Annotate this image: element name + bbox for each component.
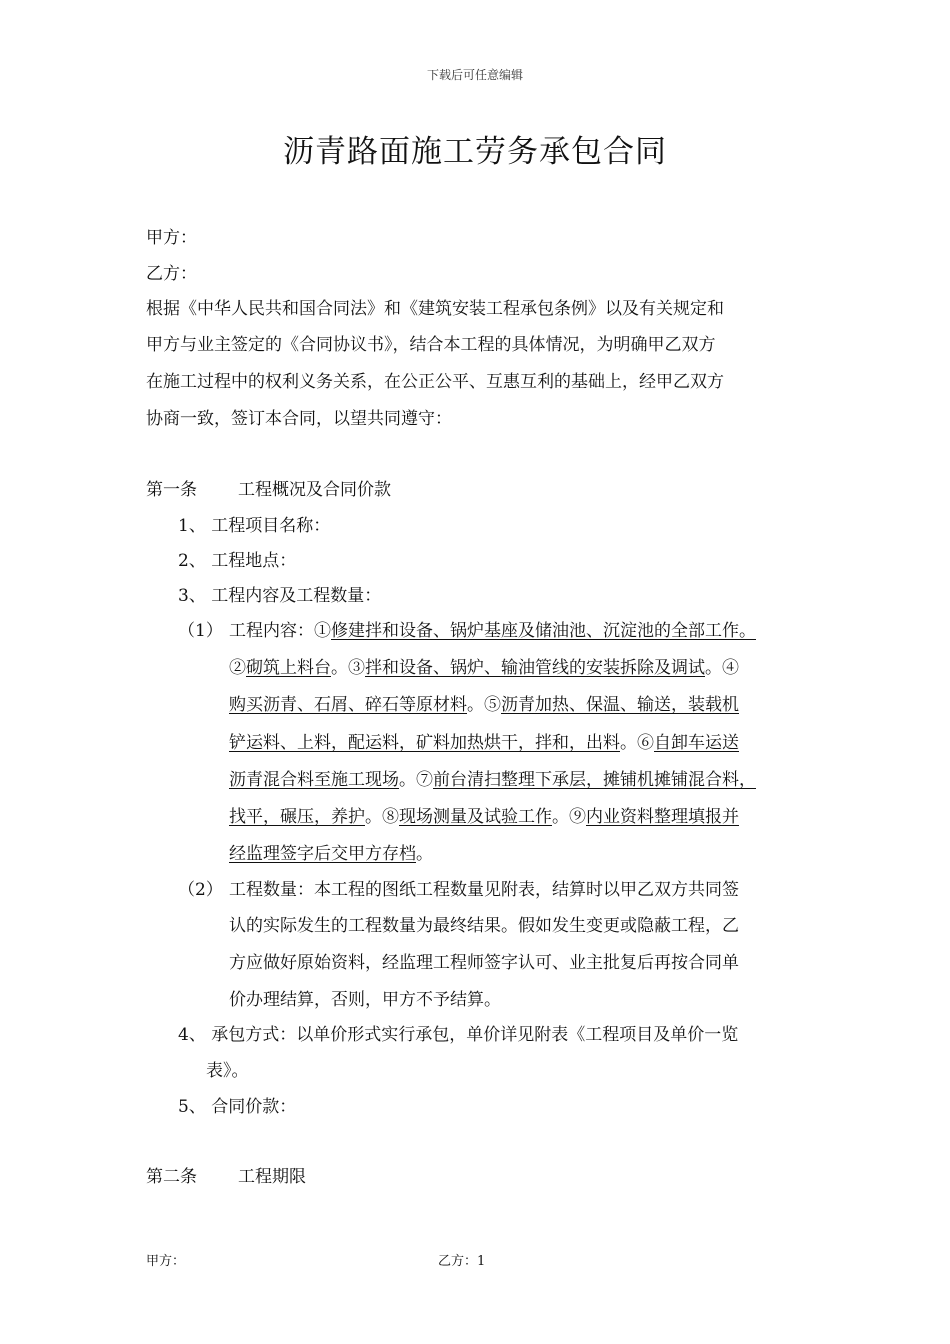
item-project-name: 1、 工程项目名称： (178, 516, 331, 536)
content-line-2: ②砌筑上料台。③拌和设备、锅炉、输油管线的安装拆除及调试。④ (229, 658, 739, 678)
article-2-title: 工程期限 (238, 1167, 306, 1187)
item-contract-price: 5、 合同价款： (178, 1097, 297, 1117)
article-1-number: 第一条 (146, 480, 197, 500)
item-contract-method: 4、 承包方式：以单价形式实行承包，单价详见附表《工程项目及单价一览 (178, 1025, 739, 1045)
preamble-line: 甲方与业主签定的《合同协议书》，结合本工程的具体情况，为明确甲乙双方 (146, 335, 716, 355)
article-1-title: 工程概况及合同价款 (238, 480, 391, 500)
quantity-line: 方应做好原始资料，经监理工程师签字认可、业主批复后再按合同单 (229, 953, 739, 973)
content-line-6: 找平，碾压，养护。⑧现场测量及试验工作。⑨内业资料整理填报并 (229, 807, 739, 827)
quantity-line: 工程数量：本工程的图纸工程数量见附表，结算时以甲乙双方共同签 (229, 880, 739, 900)
content-label: （1） (178, 621, 223, 641)
content-line-3: 购买沥青、石屑、碎石等原材料。⑤沥青加热、保温、输送，装载机 (229, 695, 739, 715)
content-line-7: 经监理签字后交甲方存档。 (229, 844, 433, 864)
party-a-label: 甲方： (146, 228, 197, 248)
quantity-line: 价办理结算，否则，甲方不予结算。 (229, 990, 501, 1010)
content-line-5: 沥青混合料至施工现场。⑦前台清扫整理下承层，摊铺机摊铺混合料， (229, 770, 756, 790)
article-2-number: 第二条 (146, 1167, 197, 1187)
document-title: 沥青路面施工劳务承包合同 (283, 134, 667, 170)
content-line-1: 工程内容：①修建拌和设备、锅炉基座及储油池、沉淀池的全部工作。 (229, 621, 756, 641)
footer-party-b-page: 乙方：1 (438, 1254, 486, 1269)
party-b-label: 乙方： (146, 264, 197, 284)
item-contract-method-cont: 表》。 (206, 1061, 249, 1081)
quantity-label: （2） (178, 880, 223, 900)
quantity-line: 认的实际发生的工程数量为最终结果。假如发生变更或隐蔽工程，乙 (229, 916, 739, 936)
preamble-line: 协商一致，签订本合同，以望共同遵守： (146, 409, 452, 429)
item-project-content: 3、 工程内容及工程数量： (178, 586, 382, 606)
footer-party-a: 甲方： (146, 1254, 186, 1269)
preamble-line: 在施工过程中的权利义务关系，在公正公平、互惠互利的基础上，经甲乙双方 (146, 372, 724, 392)
item-project-location: 2、 工程地点： (178, 551, 297, 571)
header-note: 下载后可任意编辑 (426, 68, 523, 82)
content-line-4: 铲运料、上料，配运料，矿料加热烘干，拌和，出料。⑥自卸车运送 (229, 733, 739, 753)
preamble-line: 根据《中华人民共和国合同法》和《建筑安装工程承包条例》以及有关规定和 (146, 299, 724, 319)
